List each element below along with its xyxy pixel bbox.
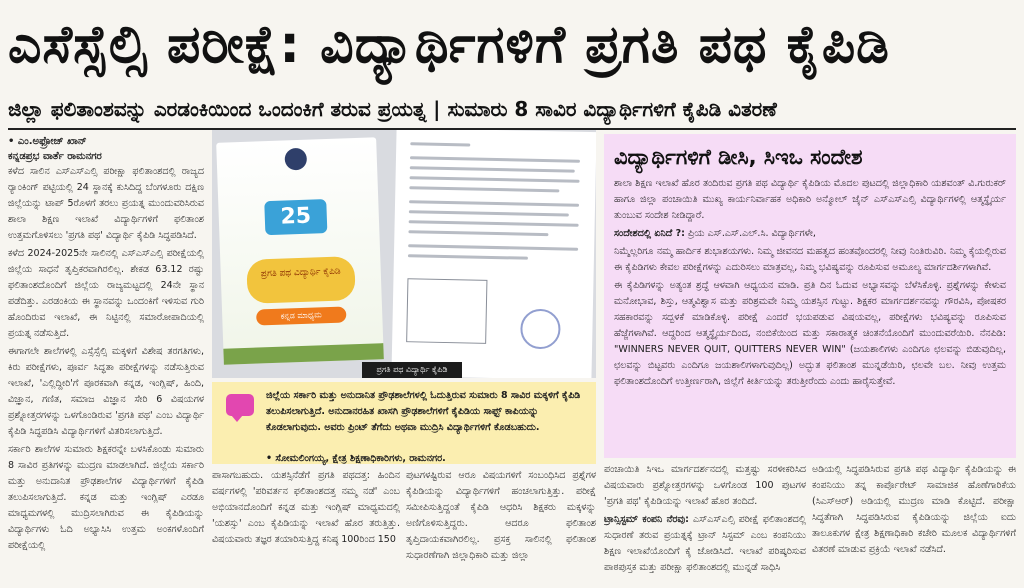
- article-photo: [212, 130, 596, 378]
- left-paragraph: ಈಗಾಗಲೇ ಶಾಲೆಗಳಲ್ಲಿ ಎಸ್ಸೆಸ್ಸೆಲ್ಸಿ ಮಕ್ಕಳಿಗೆ ವಿಶೇಷ ತರಗತಿಗಳು, ಕಿರು ಪರೀಕ್ಷೆಗಳು, ಪೂರ್ವ ಸಿದ್ಧತಾ ಪರೀಕ್ಷೆಗಳನ್ನು ನಡೆಸುತ್ತಿರುವ ಇಲಾಖೆ, 'ಎಲ್ಲಿದ್ದೀರಿ'ಗೆ ಪೂರಕವಾಗಿ ಕನ್ನಡ, ಇಂಗ್ಲಿಷ್, ಹಿಂದಿ, ವಿಜ್ಞಾನ, ಗಣಿತ, ಸಮಾಜ ವಿಜ್ಞಾನ ಸೇರಿ 6 ವಿಷಯಗಳ ಪ್ರಶ್ನೋತ್ತರಗಳನ್ನು ಒಳಗೊಂಡಿರುವ 'ಪ್ರಗತಿ ಪಥ' ಎಂಬ ವಿದ್ಯಾರ್ಥಿ ಕೈಪಿಡಿ ಸಿದ್ಧಪಡಿಸಿ ವಿದ್ಯಾರ್ಥಿಗಳಿಗೆ ವಿತರಿಸಲಾಗುತ್ತಿದೆ.: [8, 346, 204, 437]
- signature-card: [406, 278, 487, 344]
- poster-footer-bar: [223, 343, 383, 365]
- bottom-column-3: ಪುಟಗಳಷ್ಟಿರುವ ಆರೂ ವಿಷಯಗಳಿಗೆ ಸಂಬಂಧಿಸಿದ ಪ್ರಶ್ನೆಗಳ ಕೈಪಿಡಿಯನ್ನು ವಿದ್ಯಾರ್ಥಿಗಳಿಗೆ ಹಂಚಲಾಗುತ್ತಿತ್ತು. ಪರೀಕ್ಷೆ ಸಮೀಪಿಸುತ್ತಿದ್ದಂತೆ ಕೈಪಿಡಿ ಆಧರಿಸಿ ಶಿಕ್ಷಕರು ಮಕ್ಕಳನ್ನು ಅಣಿಗೊಳಿಸುತ್ತಿದ್ದರು. ಆದರೂ ಫಲಿತಾಂಶ ತೃಪ್ತಿದಾಯಕವಾಗಿರಲಿಲ್ಲ. ಪ್ರಸಕ್ತ ಸಾಲಿನಲ್ಲಿ ಫಲಿತಾಂಶ ಸುಧಾರಣೆಗಾಗಿ ಜಿಲ್ಲಾಧಿಕಾರಿ ಮತ್ತು ಜಿಲ್ಲಾ: [406, 470, 596, 561]
- column-4-paragraph-2: [604, 512, 806, 576]
- handbook-poster: [216, 137, 384, 364]
- message-box: [604, 134, 1016, 458]
- column-4-paragraph: ಪಂಚಾಯಿತಿ ಸಿಇಒ ಮಾರ್ಗದರ್ಶನದಲ್ಲಿ ಮತ್ತಷ್ಟು ಸರಳೀಕರಿಸಿದ ವಿಷಯವಾರು ಪ್ರಶ್ನೋತ್ತರಗಳನ್ನು ಒಳಗೊಂಡ 100 ಪುಟಗಳ 'ಪ್ರಗತಿ ಪಥ' ಕೈಪಿಡಿಯನ್ನು ಇಲಾಖೆ ಹೊರ ತಂದಿದೆ.: [604, 464, 806, 507]
- column-4-text: ಎಸ್ಎಸ್ಎಲ್ಸಿ ಪರೀಕ್ಷೆ ಫಲಿತಾಂಶದಲ್ಲಿ ಸುಧಾರಣೆ ತರುವ ಪ್ರಯತ್ನಕ್ಕೆ ಟ್ರಾನ್ ಸಿಸ್ಟಮ್ ಎಂಬ ಕಂಪನಿಯು ಶಿಕ್ಷಣ ಇಲಾಖೆಯೊಂದಿಗೆ ಕೈ ಜೋಡಿಸಿದೆ. ಇಲಾಖೆ ಪರಿಷ್ಕರಿಸುವ ಪಾಠಪುಸ್ತಕ ಮತ್ತು ಪರೀಕ್ಷಾ ಫಲಿತಾಂಶದಲ್ಲಿ ಮುನ್ನಡೆ ಸಾಧಿಸಿ: [604, 514, 806, 573]
- quote-text: ಜಿಲ್ಲೆಯ ಸರ್ಕಾರಿ ಮತ್ತು ಅನುದಾನಿತ ಪ್ರೌಢಶಾಲೆಗಳಲ್ಲಿ ಓದುತ್ತಿರುವ ಸುಮಾರು 8 ಸಾವಿರ ಮಕ್ಕಳಿಗೆ ಕೈಪಿಡಿ ತಲುಪಿಸಲಾಗುತ್ತಿದೆ. ಅನುದಾನರಹಿತ ಖಾಸಗಿ ಪ್ರೌಢಶಾಲೆಗಳಿಗೆ ಕೈಪಿಡಿಯ ಸಾಫ್ಟ್ ಕಾಪಿಯನ್ನು ಕೊಡಲಾಗುವುದು. ಅವರು ಪ್ರಿಂಟ್ ತೆಗೆದು ಅಥವಾ ಮುದ್ರಿಸಿ ವಿದ್ಯಾರ್ಥಿಗಳಿಗೆ ಕೊಡಬಹುದು.: [266, 390, 581, 433]
- poster-band: ಕನ್ನಡ ಮಾಧ್ಯಮ: [256, 306, 347, 325]
- message-lead-line: [614, 226, 1006, 242]
- quote-credit: • ಸೋಮಲಿಂಗಯ್ಯ, ಕ್ಷೇತ್ರ ಶಿಕ್ಷಣಾಧಿಕಾರಿಗಳು, ರಾಮನಗರ.: [266, 453, 446, 464]
- left-paragraph: ಕಳೆದ ಸಾಲಿನ ಎಸ್ಎಸ್ಎಲ್ಸಿ ಪರೀಕ್ಷಾ ಫಲಿತಾಂಶದಲ್ಲಿ ರಾಜ್ಯದ ರ್‍ಯಾಂಕಿಂಗ್ ಪಟ್ಟಿಯಲ್ಲಿ 24 ಸ್ಥಾನಕ್ಕೆ ಕುಸಿದಿದ್ದ ಬೆಂಗಳೂರು ದಕ್ಷಿಣ ಜಿಲ್ಲೆಯನ್ನು ಟಾಪ್ 5ರೊಳಗೆ ತರಲು ಪ್ರಯತ್ನ ಮುಂದುವರಿಸಿರುವ ಶಾಲಾ ಶಿಕ್ಷಣ ಇಲಾಖೆ ವಿದ್ಯಾರ್ಥಿಗಳಿಗೆ ಫಲಿತಾಂಶ ಉತ್ತಮಗೊಳಿಸಲು 'ಪ್ರಗತಿ ಪಥ' ವಿದ್ಯಾರ್ಥಿ ಕೈಪಿಡಿ ಸಿದ್ಧಪಡಿಸಿದೆ.: [8, 166, 204, 241]
- headline: ಎಸೆಸ್ಸೆಲ್ಸಿ ಪರೀಕ್ಷೆ: ವಿದ್ಯಾರ್ಥಿಗಳಿಗೆ ಪ್ರಗತಿ ಪಥ ಕೈಪಿಡಿ: [8, 15, 890, 75]
- anniversary-badge: 25: [264, 199, 327, 235]
- message-paragraph: ಈ ಕೈಪಿಡಿಗಳನ್ನು ಅತ್ಯಂತ ಶ್ರದ್ಧೆ ಆಳವಾಗಿ ಆಧ್ಯಯನ ಮಾಡಿ. ಪ್ರತಿ ದಿನ ಓದುವ ಅಭ್ಯಾಸವನ್ನು ಬೆಳೆಸಿಕೊಳ್ಳಿ. ಪ್ರಶ್ನೆಗಳನ್ನು ಕೇಳುವ ಮನೋಭಾವ, ಶಿಸ್ತು, ಆತ್ಮವಿಶ್ವಾಸ ಮತ್ತು ಪರಿಶ್ರಮವೇ ನಿಮ್ಮ ಯಶಸ್ಸಿನ ಗುಟ್ಟು. ಶಿಕ್ಷಕರ ಮಾರ್ಗದರ್ಶನವನ್ನು ಗೌರವಿಸಿ, ಪೋಷಕರ ಸಹಕಾರವನ್ನು ಸದ್ಬಳಕೆ ಮಾಡಿಕೊಳ್ಳಿ. ಪರೀಕ್ಷೆ ಎಂದರೆ ಭಯಪಡುವ ವಿಷಯವಲ್ಲ, ಪರೀಕ್ಷೆಗಳು ಭವಿಷ್ಯವನ್ನು ರೂಪಿಸುವ ಹೆಜ್ಜೆಗಳಾಗಿವೆ. ಆದ್ದರಿಂದ ಆತ್ಮಸ್ಥೈರ್ಯದಿಂದ, ನಂಬಿಕೆಯಿಂದ ಮತ್ತು ಸಕಾರಾತ್ಮಕ ಚಿಂತನೆಯೊಂದಿಗೆ ಮುಂದುವರೆಯಿರಿ. ನೆನಪಿಡಿ: "WINNERS NEVER QUIT, QUITTERS NEVER WIN" (ಜಯಶಾಲಿಗಳು ಎಂದಿಗೂ ಛಲವನ್ನು ಬಿಡುವುದಿಲ್ಲ, ಛಲವನ್ನು ಬಿಟ್ಟವರು ಎಂದಿಗೂ ಜಯಶಾಲಿಗಳಾಗುವುದಿಲ್ಲ) ಅದ್ಭುತ ಫಲಿತಾಂಶ ಮುನ್ನಡೆಯಿರಿ, ಛಲವೇ ಬಲ. ನೀವು ಉತ್ತಮ ಫಲಿತಾಂಶದೊಂದಿಗೆ ಉತ್ತೀರ್ಣರಾಗಿ, ಜಿಲ್ಲೆಗೆ ಕೀರ್ತಿಯನ್ನು ತರುತ್ತೀರೆಂದು ಎಂದು ಹಾರೈಸುತ್ತೇವೆ.: [614, 280, 1006, 387]
- poster-title: ಪ್ರಗತಿ ಪಥ ವಿದ್ಯಾರ್ಥಿ ಕೈಪಿಡಿ: [246, 256, 355, 304]
- bottom-column-4: [604, 462, 806, 586]
- seal-icon: [520, 309, 561, 350]
- bottom-column-2: ಪಾಸಾಗಬಹುದು. ಯಶಸ್ಸಿನೆಡೆಗೆ ಪ್ರಗತಿ ಪಥದತ್ತ: ಹಿಂದಿನ ವರ್ಷಗಳಲ್ಲಿ 'ಪರಿವರ್ತನ ಫಲಿತಾಂಶದತ್ತ ನಮ್ಮ ನಡೆ' ಎಂಬ ಅಭಿಯಾನದೊಂದಿಗೆ ಕನ್ನಡ ಮತ್ತು ಇಂಗ್ಲಿಷ್ ಮಾಧ್ಯಮದಲ್ಲಿ 'ಯಶಸ್ಸು' ಎಂಬ ಕೈಪಿಡಿಯನ್ನು ಇಲಾಖೆ ಹೊರ ತರುತ್ತಿತ್ತು. ವಿಷಯವಾರು ತಜ್ಞರ ತಯಾರಿಸುತ್ತಿದ್ದ ಕನಿಷ್ಠ 100ರಿಂದ 150: [212, 470, 400, 545]
- message-page: [391, 130, 596, 378]
- emblem-icon: [284, 148, 307, 171]
- message-paragraph: ನಿಮ್ಮೆಲ್ಲರಿಗೂ ನಮ್ಮ ಹಾರ್ದಿಕ ಶುಭಾಶಯಗಳು. ನಿಮ್ಮ ಜೀವನದ ಮಹತ್ವದ ಹಂತವೊಂದರಲ್ಲಿ ನೀವು ನಿಂತಿರುವಿರಿ. ನಿಮ್ಮ ಕೈಯಲ್ಲಿರುವ ಈ ಕೈಪಿಡಿಗಳು ಕೇವಲ ಪರೀಕ್ಷೆಗಳನ್ನು ಎದುರಿಸಲು ಮಾತ್ರವಲ್ಲ, ನಿಮ್ಮ ಭವಿಷ್ಯವನ್ನು ರೂಪಿಸುವ ಅಮೂಲ್ಯ ಮಾರ್ಗದರ್ಶಿಗಳಾಗಿವೆ.: [614, 246, 1006, 273]
- message-box-body: [614, 176, 1006, 448]
- byline-publication: ಕನ್ನಡಪ್ರಭ ವಾರ್ತೆ ರಾಮನಗರ: [8, 151, 102, 162]
- message-salutation: ಪ್ರಿಯ ಎಸ್.ಎಸ್.ಎಲ್.ಸಿ. ವಿದ್ಯಾರ್ಥಿಗಳೇ,: [684, 228, 816, 239]
- left-column: [8, 134, 204, 586]
- byline-author: • ಎಂ.ಅಫ್ರೋಜ್ ಖಾನ್: [8, 136, 87, 147]
- column-4-lead: ಟ್ರಾನ್ಸಿಸ್ಟಮ್ ಕಂಪನಿ ನೆರವು:: [604, 514, 689, 525]
- photo-caption: ಪ್ರಗತಿ ಪಥ ವಿದ್ಯಾರ್ಥಿ ಕೈಪಿಡಿ: [362, 362, 462, 378]
- speech-bubble-icon: [226, 394, 254, 416]
- quote-box: [212, 382, 596, 464]
- message-box-title: ವಿದ್ಯಾರ್ಥಿಗಳಿಗೆ ಡೀಸಿ, ಸಿಇಒ ಸಂದೇಶ: [614, 145, 863, 169]
- message-intro: ಶಾಲಾ ಶಿಕ್ಷಣ ಇಲಾಖೆ ಹೊರ ತಂದಿರುವ ಪ್ರಗತಿ ಪಥ ವಿದ್ಯಾರ್ಥಿ ಕೈಪಿಡಿಯ ಮೊದಲ ಪುಟದಲ್ಲಿ ಜಿಲ್ಲಾಧಿಕಾರಿ ಯಶವಂತ್ ವಿ.ಗುರುಕರ್ ಹಾಗೂ ಜಿಲ್ಲಾ ಪಂಚಾಯಿತಿ ಮುಖ್ಯ ಕಾರ್ಯನಿರ್ವಾಹಕ ಅಧಿಕಾರಿ ಅನ್ಮೋಲ್ ಜೈನ್ ಎಸ್ಎಸ್ಎಲ್ಸಿ ವಿದ್ಯಾರ್ಥಿಗಳಲ್ಲಿ ಆತ್ಮಸ್ಥೈರ್ಯ ತುಂಬುವ ಸಂದೇಶ ನೀಡಿದ್ದಾರೆ.: [614, 178, 1006, 221]
- message-lead: ಸಂದೇಶದಲ್ಲಿ ಏನಿದೆ ?:: [614, 228, 685, 239]
- left-paragraph: ಸರ್ಕಾರಿ ಶಾಲೆಗಳ ಸುಮಾರು ಶಿಕ್ಷಕರನ್ನೇ ಬಳಸಿಕೊಂಡು ಸುಮಾರು 8 ಸಾವಿರ ಪ್ರತಿಗಳನ್ನು ಮುದ್ರಣ ಮಾಡಲಾಗಿದೆ. ಜಿಲ್ಲೆಯ ಸರ್ಕಾರಿ ಮತ್ತು ಅನುದಾನಿತ ಪ್ರೌಢಶಾಲೆಗಳ ವಿದ್ಯಾರ್ಥಿಗಳಿಗೆ ಕೈಪಿಡಿ ತಲುಪಿಸಲಾಗುತ್ತಿದೆ. ಕನ್ನಡ ಮತ್ತು ಇಂಗ್ಲಿಷ್ ಎರಡೂ ಮಾಧ್ಯಮಗಳಲ್ಲಿ ಮುದ್ರಿಸಲಾಗಿರುವ ಈ ಕೈಪಿಡಿಯನ್ನು ವಿದ್ಯಾರ್ಥಿಗಳು ಓದಿ ಅಭ್ಯಾಸಿಸಿ ಉತ್ತಮ ಅಂಕಗಳೊಂದಿಗೆ ಪರೀಕ್ಷೆಯಲ್ಲಿ: [8, 444, 204, 551]
- left-paragraph: ಕಳೆದ 2024-2025ನೇ ಸಾಲಿನಲ್ಲಿ ಎಸ್ಎಸ್ಎಲ್ಸಿ ಪರೀಕ್ಷೆಯಲ್ಲಿ ಜಿಲ್ಲೆಯ ಸಾಧನೆ ತೃಪ್ತಿಕರವಾಗಿರಲಿಲ್ಲ. ಶೇಕಡ 63.12 ರಷ್ಟು ಫಲಿತಾಂಶದೊಂದಿಗೆ ಜಿಲ್ಲೆಯ ರಾಜ್ಯಮಟ್ಟದಲ್ಲಿ 24ನೇ ಸ್ಥಾನ ಪಡೆದಿತ್ತು. ಎರಡಂಕಿಯ ಈ ಸ್ಥಾನವನ್ನು ಒಂದಂಕಿಗೆ ಇಳಿಸುವ ಗುರಿ ಹೊಂದಿರುವ ಇಲಾಖೆ, ಈ ನಿಟ್ಟಿನಲ್ಲಿ ಸಮಾರೋಪಾದಿಯಲ್ಲಿ ಪ್ರಯತ್ನ ನಡೆಸುತ್ತಿದೆ.: [8, 248, 204, 339]
- bottom-column-5: ಅಡಿಯಲ್ಲಿ ಸಿದ್ಧಪಡಿಸಿರುವ ಪ್ರಗತಿ ಪಥ ವಿದ್ಯಾರ್ಥಿ ಕೈಪಿಡಿಯನ್ನು ಈ ಕಂಪನಿಯು ತನ್ನ ಕಾರ್ಪೊರೇಟ್ ಸಾಮಾಜಿಕ ಹೊಣೆಗಾರಿಕೆಯ (ಸಿಎಸ್ಆರ್) ಅಡಿಯಲ್ಲಿ ಮುದ್ರಣ ಮಾಡಿ ಕೊಟ್ಟಿದೆ. ಪರೀಕ್ಷಾ ಸಿದ್ಧತೆಗಾಗಿ ಸಿದ್ಧಪಡಿಸಿರುವ ಕೈಪಿಡಿಯನ್ನು ಜಿಲ್ಲೆಯ ಐದು ತಾಲೂಕುಗಳ ಕ್ಷೇತ್ರ ಶಿಕ್ಷಣಾಧಿಕಾರಿ ಕಚೇರಿ ಮೂಲಕ ವಿದ್ಯಾರ್ಥಿಗಳಿಗೆ ವಿತರಣೆ ಮಾಡುವ ಪ್ರಕ್ರಿಯೆ ಇಲಾಖೆ ನಡೆಸಿದೆ.: [812, 464, 1016, 555]
- subheadline: ಜಿಲ್ಲಾ ಫಲಿತಾಂಶವನ್ನು ಎರಡಂಕಿಯಿಂದ ಒಂದಂಕಿಗೆ ತರುವ ಪ್ರಯತ್ನ | ಸುಮಾರು 8 ಸಾವಿರ ವಿದ್ಯಾರ್ಥಿಗಳಿಗೆ ಕೈಪಿಡಿ ವಿತರಣೆ: [8, 97, 777, 121]
